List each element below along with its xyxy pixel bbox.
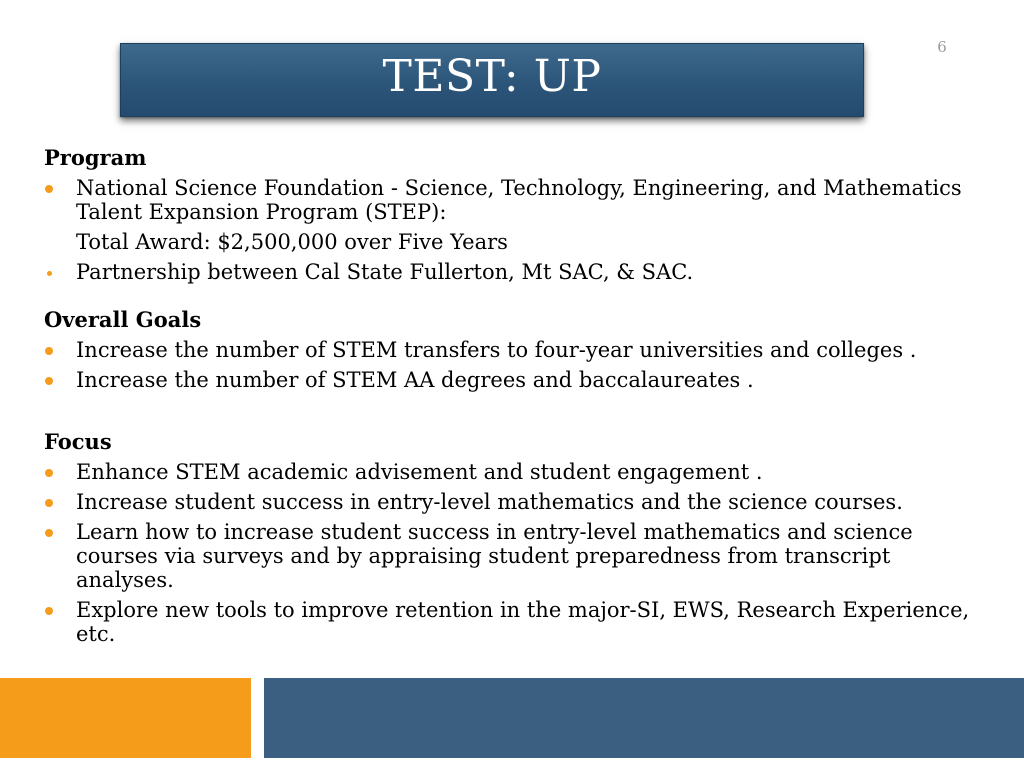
list-item-text: Increase student success in entry-level mathematics and the science courses. xyxy=(76,490,903,514)
list-item xyxy=(44,338,974,362)
slide-content xyxy=(44,146,974,646)
list-item-text: Explore new tools to improve retention in the major-SI, EWS, Research Experience, etc. xyxy=(76,598,970,646)
footer-bar-blue xyxy=(264,678,1024,758)
slide-title: TEST: UP xyxy=(382,50,602,102)
list-item xyxy=(44,176,974,224)
footer-bar-orange xyxy=(0,678,251,758)
section-heading-program: Program xyxy=(44,145,147,170)
list-item xyxy=(44,260,974,284)
title-banner xyxy=(120,43,864,117)
list-item-text: Partnership between Cal State Fullerton, Mt SAC, & SAC. xyxy=(76,260,694,284)
list-item-text: Learn how to increase student success in entry-level mathematics and science courses via surveys and by appraising student preparedness from transcript analyses. xyxy=(76,520,913,592)
bullet-dot-icon xyxy=(45,607,53,615)
list-item xyxy=(44,460,974,484)
section-heading-goals: Overall Goals xyxy=(44,307,202,332)
award-text: Total Award: $2,500,000 over Five Years xyxy=(76,230,508,254)
bullet-dot-icon xyxy=(45,347,53,355)
list-item xyxy=(44,520,974,592)
bullet-dot-icon xyxy=(45,377,53,385)
list-item-text: Increase the number of STEM AA degrees and baccalaureates . xyxy=(76,368,754,392)
list-item xyxy=(44,598,974,646)
slide-number: 6 xyxy=(937,38,947,56)
list-item-text: Increase the number of STEM transfers to four-year universities and colleges . xyxy=(76,338,917,362)
bullet-dot-icon xyxy=(45,185,53,193)
list-item xyxy=(44,368,974,392)
bullet-dot-icon xyxy=(45,499,53,507)
list-item-text: National Science Foundation - Science, Technology, Engineering, and Mathematics Talent Expansion Program (STEP): xyxy=(76,176,962,224)
bullet-dot-icon xyxy=(47,271,52,276)
list-item-text: Enhance STEM academic advisement and student engagement . xyxy=(76,460,763,484)
bullet-dot-icon xyxy=(45,469,53,477)
list-item xyxy=(44,490,974,514)
section-heading-focus: Focus xyxy=(44,429,112,454)
bullet-dot-icon xyxy=(45,529,53,537)
